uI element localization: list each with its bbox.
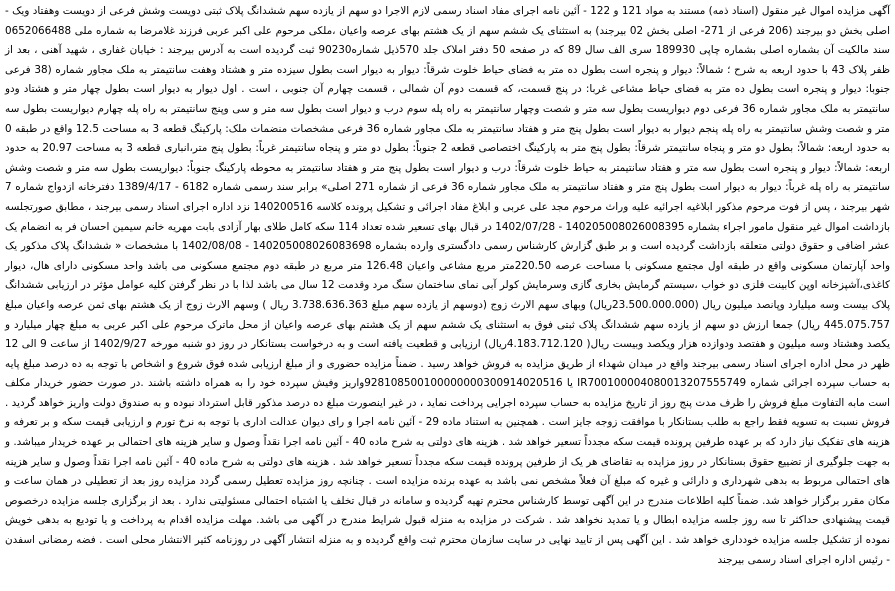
auction-notice — [5, 0, 890, 570]
notice-body-text: آگهی مزایده اموال غیر منقول (اسناد ذمه) مستند به مواد 121 و 122 - آئین نامه اجرای مفاد اسناد رسمی لازم الاجرا دو سهم از یازده سهم ششدانگ پلاک ثبتی دویست وشش فرعی از دویست وهفتاد ویک - اصلی بخش دو بیرجند (206 فرعی از 271- اصلی بخش 02 بیرجند) به استثنای یک ششم سهم از یک هشتم بهای عرصه واعیان ،ملکی مرحوم علی اکبر عربی فرزند غلامرضا به شماره ملی 0652066488 سند مالکیت آن بشماره اصلی بشماره چاپی 189930 سری الف سال 89 که در صفحه 50 دفتر املاک جلد 570ذیل شماره90230 ثبت گردیده است به آدرس بیرجند : خیابان غفاری ، شهید آهنی ، بعد از ظفر پلاک 43 با حدود اربعه به شرح ؛ شمالاً: دیوار و پنجره است بطول ده متر به فضای حیاط خلوت شرقاً: دیوار به دیوار است بطول سیزده متر و هشتاد وهفت سانتیمتر به ملک مجاور شماره (38 فرعی جنوبا: دیوار و پنجره است بطول ده متر به فضای حیاط مشاعی غربا: در پنج قسمت، که قسمت دوم آن شمالی ، قسمت چهارم آن جنوبی ، است . اول دیوار به دیوار است بطول چهار متر و هشتاد ودو سانتیمتر به ملک مجاور شماره 36 فرعی دوم دیواریست بطول سه متر و شصت وچهار سانتیمتر به راه پله سوم درب و دیوار است بطول سه متر و سی وپنج سانتیمتر به راه پله چهارم دیواریست بطول سه متر و شصت وشش سانتیمتر به راه پله پنجم دیوار به دیوار است بطول پنج متر و هفتاد سانتیمتر به ملک مجاور شماره 36 فرعی مشخصات منضمات ملک: پارکینگ قطعه 3 به مساحت 12.5 واقع در طبقه 0 به حدود اربعه: شمالاً: بطول دو متر و پنجاه سانتیمتر شرقاً: بطول پنج متر به پارکینگ اختصاصی قطعه 2 جنوباً: بطول دو متر و پنجاه سانتیمتر غرباً: بطول پنج متر،انباری قطعه 3 به مساحت 20.97 به حدود اربعه: شمالاً: دیوار و پنجره است بطول سه متر و هفتاد سانتیمتر به حیاط خلوت شرقاً: درب و دیوار است بطول پنج متر و هفتاد سانتیمتر به محوطه پارکینگ جنوباً: دیواریست بطول سه متر و شصت وشش سانتیمتر به راه پله غرباً: دیوار به دیوار است بطول پنج متر و هفتاد سانتیمتر به ملک مجاور شماره 36 فرعی از شماره 271 اصلی» برابر سند رسمی شماره 6182 - 1389/4/17 دفترخانه ازدواج شماره 7 شهر بیرجند ، پس از فوت مرحوم مذکور ابلاغیه اجرائیه علیه وراث مرحوم مجد علی عربی و ابلاغ مفاد اجرائی و تشکیل پرونده کلاسه 140200516 نزد اداره اجرای اسناد رسمی بیرجند ، مطابق صورتجلسه بازداشت اموال غیر منقول مامور اجراء بشماره 140205008026008395 - 1402/07/28 در قبال بهای تسعیر شده تعداد 114 سکه کامل طلای بهار آزادی بابت مهریه خانم سیمین احسان فر به انضمام یک عشر اضافی و حقوق دولتی متعلقه بازداشت گردیده است و بر طبق گزارش کارشناس رسمی دادگستری وارده بشماره 140205008026083698 - 1402/08/08 با مشخصات « ششدانگ پلاک مذکور یک واحد آپارتمان مسکونی واقع در طبقه اول مجتمع مسکونی با مساحت عرصه 220.50متر مربع مشاعی واعیان 126.48 متر مربع در طبقه دوم مجتمع مسکونی می باشد واحد مسکونی دارای هال، دیوار کاغذی،آشپزخانه اوپن کابینت فلزی دو خواب ،سیستم گرمایش بخاری گازی وسرمایش کولر آبی نمای ساختمان سنگ مرد وقدمت 12 سال می باشد لذا با در نظر گرفتن کلیه عوامل مؤثر در ارزیابی ششدانگ پلاک بیست وسه میلیارد وپانصد میلیون ریال (23.500.000.000ریال) وبهای سهم الارث زوج (دوسهم از یازده سهم مبلغ 3.738.636.363 ریال ) وسهم الارث زوج از یک هشتم بهای ثمن عرصه واعیان مبلغ 445.075.757 ریال) جمعا ارزش دو سهم از یازده سهم ششدانگ پلاک ثبتی فوق به استثنای یک ششم سهم از یک هشتم بهای عرصه واعیان از محل ماترک مرحوم علی اکبر عربی به مبلغ چهار میلیارد و یکصد وهشتاد وسه میلیون و هفتصد ودوازده هزار ویکصد وبیست ریال( 4.183.712.120ریال) ارزیابی و قطعیت یافته است و به درخواست بستانکار در روز دو شنبه مورخه 1402/9/27 از ساعت 9 الی 12 ظهر در محل اداره اجرای اسناد رسمی بیرجند واقع در میدان شهداء از طریق مزایده به فروش خواهد رسید . ضمناً مزایده حضوری و از مبلغ ارزیابی شده فوق شروع و اشخاص با توجه به ده درصد مبلغ پایه به حساب سپرده اجرائی شماره IR700100004080013207555749 یا 928108500100000000300914020516واریز وفیش سپرده خود را به همراه داشته باشند .در صورت حضور خریدار مکلف است مابه التفاوت مبلغ فروش را ظرف مدت پنج روز از تاریخ مزایده به حساب سپرده اجرایی پرداخت نماید ، در غیر اینصورت مبلغ ده درصد مذکور قابل استرداد نبوده و به صندوق دولت واریز خواهد گردید . فروش نسبت به تسویه فقط راجع به طلب بستانکار با موافقت زوجه جایز است . همچنین به استناد ماده 29 - آئین نامه اجرا و رای دیوان عدالت اداری با توجه به نرخ تورم و ارزیابی قیمت سکه و بر تعرفه و هزینه های تفکیک نیاز دارد که بر عهده طرفین پرونده قیمت سکه مجدداً تسعیر خواهد شد . هزینه های دولتی به شرح ماده 40 - آئین نامه اجرا نقداً وصول و سایر هزینه های احتمالی بر عهده خریدار میباشد. و به جهت جلوگیری از تضییع حقوق بستانکار در روز مزایده به تقاضای هر یک از طرفین پرونده قیمت سکه مجدداً تسعیر خواهد شد . هزینه های دولتی به شرح ماده 40 - آئین نامه اجرا نقداً وصول و سایر هزینه های احتمالی مربوط به بدهی شهرداری و دارائی و غیره که مبلغ آن فعلاً مشخص نمی باشد به عهده برنده مزایده است . چنانچه روز مزایده تعطیل رسمی گردد مزایده روز بعد از تعطیلی در همان ساعت و مکان مقرر برگزار خواهد شد. ضمناً کلیه اطلاعات مندرج در این آگهی توسط کارشناس محترم تهیه گردیده و سامانه در قبال تخلف یا اشتباه احتمالی مسئولیتی ندارد . بعد از برگزاری جلسه مزایده درخصوص قیمت پیشنهادی حداکثر تا سه روز جلسه مزایده ابطال و یا تمدید نخواهد شد . شرکت در مزایده به منزله قبول شرایط مندرج در آگهی می باشد. مهلت مزایده اقدام به پرداخت و یا تودیع به بدهی خویش نموده از تشکیل جلسه مزایده خودداری خواهد شد . این آگهی پس از تایید نهایی در سایت سازمان محترم ثبت واقع گردیده و به منزله انتشار آگهی در روزنامه کثیر الانتشار محلی است . فضه رمضانی اسفدن - رئیس اداره اجرای اسناد رسمی بیرجند — [5, 5, 891, 566]
